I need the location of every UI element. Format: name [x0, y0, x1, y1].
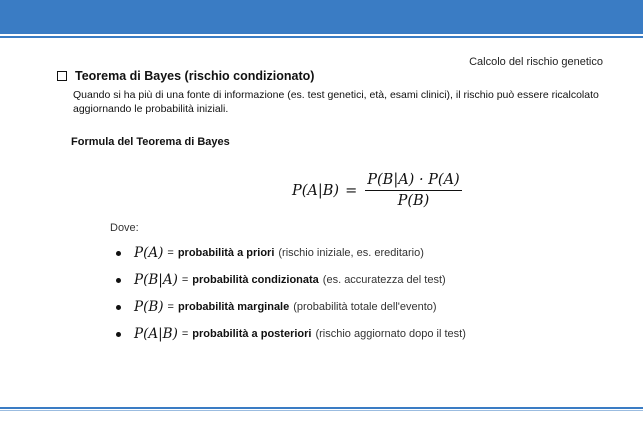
definition-symbol: P(A) [134, 245, 164, 261]
header-band [0, 0, 643, 34]
bullet-icon [116, 251, 121, 256]
checkbox-bullet-icon [57, 71, 67, 81]
definition-term: probabilità a posteriori [192, 328, 312, 340]
section-heading-text: Teorema di Bayes (rischio condizionato) [75, 69, 315, 83]
definition-symbol: P(B|A) [134, 272, 178, 288]
formula-lhs: P(A|B) [292, 182, 340, 199]
bullet-icon [116, 332, 121, 337]
definition-item [116, 244, 466, 262]
bullet-icon [116, 278, 121, 283]
footer-divider-thin [0, 410, 643, 411]
definition-term: probabilità condizionata [192, 274, 319, 286]
definition-equals: = [181, 328, 189, 340]
definition-equals: = [167, 301, 174, 313]
definitions-list [116, 244, 466, 352]
definition-equals: = [167, 247, 174, 259]
definitions-intro: Dove: [110, 222, 139, 234]
section-heading [57, 69, 314, 83]
formula-fraction [365, 172, 461, 209]
definition-term: probabilità marginale [177, 301, 290, 313]
formula-denominator: P(B) [397, 193, 430, 209]
header-divider [0, 36, 643, 38]
definition-item [116, 271, 466, 289]
formula-numerator: P(B|A) · P(A) [365, 172, 461, 191]
formula-equals: = [345, 182, 358, 199]
footer-divider [0, 407, 643, 409]
definition-note: (rischio iniziale, es. ereditario) [278, 247, 424, 259]
section-description: Quando si ha più di una fonte di informazione (es. test genetici, età, esami clinici), il rischio può essere ricalcolato aggiornando le probabilità iniziali. [73, 89, 599, 115]
formula-label: Formula del Teorema di Bayes [71, 136, 230, 148]
definition-equals: = [181, 274, 189, 286]
bullet-icon [116, 305, 121, 310]
definition-item [116, 325, 466, 343]
definition-symbol: P(B) [134, 299, 164, 315]
page-title: Calcolo del rischio genetico [469, 56, 603, 68]
bayes-formula [292, 172, 462, 209]
definition-item [116, 298, 466, 316]
definition-symbol: P(A|B) [134, 326, 178, 342]
definition-note: (probabilità totale dell'evento) [293, 301, 437, 313]
definition-note: (rischio aggiornato dopo il test) [315, 328, 466, 340]
definition-note: (es. accuratezza del test) [322, 274, 446, 286]
definition-term: probabilità a priori [177, 247, 275, 259]
